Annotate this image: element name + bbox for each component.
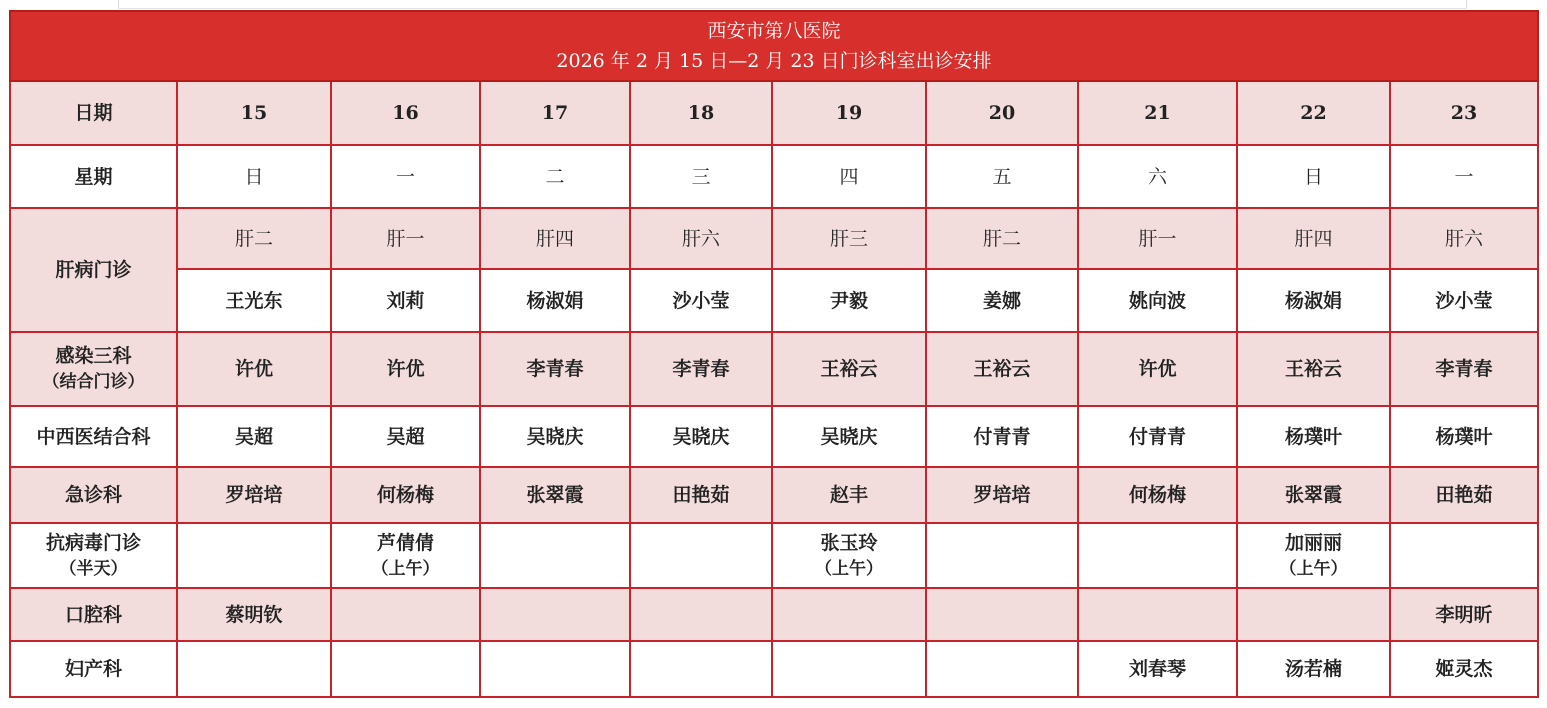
dental-cell <box>480 588 630 641</box>
antiviral-cell <box>480 523 630 588</box>
row-date <box>10 81 1538 145</box>
date-cell: 21 <box>1078 81 1237 145</box>
antiviral-cell <box>1237 523 1390 588</box>
weekday-cell: 六 <box>1078 145 1237 208</box>
row-label-emergency: 急诊科 <box>10 467 177 523</box>
date-cell: 18 <box>630 81 772 145</box>
infect3-cell: 王裕云 <box>1237 332 1390 406</box>
emergency-cell: 何杨梅 <box>1078 467 1237 523</box>
row-liver-doctors <box>10 269 1538 332</box>
tcm-cell: 吴超 <box>331 406 480 467</box>
tcm-cell: 付青青 <box>926 406 1078 467</box>
dental-cell <box>1237 588 1390 641</box>
weekday-cell: 日 <box>177 145 331 208</box>
table-title-row <box>10 11 1538 81</box>
liver-unit-cell: 肝二 <box>177 208 331 269</box>
obgyn-cell <box>480 641 630 697</box>
emergency-cell: 罗培培 <box>177 467 331 523</box>
antiviral-doctor: 加丽丽 <box>1284 531 1342 554</box>
antiviral-note: （上午） <box>371 558 440 579</box>
antiviral-cell <box>1078 523 1237 588</box>
tcm-cell: 吴晓庆 <box>480 406 630 467</box>
infect3-cell: 许优 <box>331 332 480 406</box>
row-label-tcm: 中西医结合科 <box>10 406 177 467</box>
row-label-infect3 <box>10 332 177 406</box>
date-cell: 19 <box>772 81 926 145</box>
date-cell: 16 <box>331 81 480 145</box>
liver-unit-cell: 肝六 <box>1390 208 1538 269</box>
row-emergency <box>10 467 1538 523</box>
dental-cell <box>926 588 1078 641</box>
liver-unit-cell: 肝四 <box>1237 208 1390 269</box>
row-obgyn <box>10 641 1538 697</box>
infect3-cell: 王裕云 <box>926 332 1078 406</box>
schedule-period: 2026 年 2 月 15 日—2 月 23 日门诊科室出诊安排 <box>556 50 992 72</box>
top-gridline <box>0 0 1547 9</box>
antiviral-cell <box>772 523 926 588</box>
emergency-cell: 张翠霞 <box>480 467 630 523</box>
row-label-dental: 口腔科 <box>10 588 177 641</box>
liver-unit-cell: 肝四 <box>480 208 630 269</box>
gridline-right <box>1466 0 1467 8</box>
date-cell: 22 <box>1237 81 1390 145</box>
weekday-cell: 日 <box>1237 145 1390 208</box>
dental-cell <box>1078 588 1237 641</box>
row-label-antiviral-main: 抗病毒门诊 <box>45 531 141 554</box>
infect3-cell: 许优 <box>177 332 331 406</box>
liver-doctor-cell: 王光东 <box>177 269 331 332</box>
emergency-cell: 田艳茹 <box>1390 467 1538 523</box>
liver-doctor-cell: 沙小莹 <box>630 269 772 332</box>
infect3-cell: 王裕云 <box>772 332 926 406</box>
obgyn-cell <box>630 641 772 697</box>
row-label-liver: 肝病门诊 <box>10 208 177 332</box>
date-cell: 23 <box>1390 81 1538 145</box>
row-weekday <box>10 145 1538 208</box>
row-infect3 <box>10 332 1538 406</box>
weekday-cell: 一 <box>331 145 480 208</box>
tcm-cell: 杨璞叶 <box>1390 406 1538 467</box>
row-label-obgyn: 妇产科 <box>10 641 177 697</box>
tcm-cell: 吴晓庆 <box>772 406 926 467</box>
row-label-infect3-sub: （结合门诊） <box>42 372 145 392</box>
weekday-cell: 一 <box>1390 145 1538 208</box>
antiviral-cell <box>331 523 480 588</box>
hospital-name: 西安市第八医院 <box>707 20 841 42</box>
antiviral-cell <box>1390 523 1538 588</box>
antiviral-doctor: 张玉玲 <box>820 531 878 554</box>
dental-cell: 李明昕 <box>1390 588 1538 641</box>
obgyn-cell <box>331 641 480 697</box>
liver-unit-cell: 肝二 <box>926 208 1078 269</box>
row-label-antiviral <box>10 523 177 588</box>
emergency-cell: 赵丰 <box>772 467 926 523</box>
infect3-cell: 李青春 <box>1390 332 1538 406</box>
dental-cell: 蔡明钦 <box>177 588 331 641</box>
row-antiviral <box>10 523 1538 588</box>
schedule-table <box>9 10 1539 698</box>
date-cell: 20 <box>926 81 1078 145</box>
tcm-cell: 杨璞叶 <box>1237 406 1390 467</box>
tcm-cell: 付青青 <box>1078 406 1237 467</box>
table-title <box>10 11 1538 81</box>
liver-doctor-cell: 姚向波 <box>1078 269 1237 332</box>
gridline-left <box>118 0 119 8</box>
date-cell: 17 <box>480 81 630 145</box>
liver-doctor-cell: 杨淑娟 <box>480 269 630 332</box>
tcm-cell: 吴晓庆 <box>630 406 772 467</box>
emergency-cell: 何杨梅 <box>331 467 480 523</box>
liver-doctor-cell: 沙小莹 <box>1390 269 1538 332</box>
row-label-weekday: 星期 <box>10 145 177 208</box>
weekday-cell: 五 <box>926 145 1078 208</box>
obgyn-cell: 姬灵杰 <box>1390 641 1538 697</box>
dental-cell <box>630 588 772 641</box>
row-label-date: 日期 <box>10 81 177 145</box>
weekday-cell: 三 <box>630 145 772 208</box>
antiviral-note: （上午） <box>815 558 883 579</box>
antiviral-doctor: 芦倩倩 <box>376 531 434 554</box>
row-label-infect3-main: 感染三科 <box>55 345 132 367</box>
infect3-cell: 李青春 <box>480 332 630 406</box>
obgyn-cell <box>926 641 1078 697</box>
obgyn-cell <box>772 641 926 697</box>
tcm-cell: 吴超 <box>177 406 331 467</box>
antiviral-cell <box>926 523 1078 588</box>
liver-unit-cell: 肝六 <box>630 208 772 269</box>
antiviral-cell <box>177 523 331 588</box>
row-liver-units <box>10 208 1538 269</box>
liver-unit-cell: 肝一 <box>331 208 480 269</box>
emergency-cell: 张翠霞 <box>1237 467 1390 523</box>
emergency-cell: 罗培培 <box>926 467 1078 523</box>
obgyn-cell <box>177 641 331 697</box>
row-label-antiviral-sub: （半天） <box>59 558 128 579</box>
liver-doctor-cell: 尹毅 <box>772 269 926 332</box>
emergency-cell: 田艳茹 <box>630 467 772 523</box>
antiviral-note: （上午） <box>1279 558 1348 579</box>
obgyn-cell: 刘春琴 <box>1078 641 1237 697</box>
antiviral-cell <box>630 523 772 588</box>
weekday-cell: 四 <box>772 145 926 208</box>
row-dental <box>10 588 1538 641</box>
gridline-bottom <box>118 8 1467 9</box>
weekday-cell: 二 <box>480 145 630 208</box>
liver-doctor-cell: 杨淑娟 <box>1237 269 1390 332</box>
dental-cell <box>772 588 926 641</box>
liver-doctor-cell: 姜娜 <box>926 269 1078 332</box>
row-tcm <box>10 406 1538 467</box>
liver-unit-cell: 肝一 <box>1078 208 1237 269</box>
infect3-cell: 李青春 <box>630 332 772 406</box>
obgyn-cell: 汤若楠 <box>1237 641 1390 697</box>
date-cell: 15 <box>177 81 331 145</box>
infect3-cell: 许优 <box>1078 332 1237 406</box>
liver-doctor-cell: 刘莉 <box>331 269 480 332</box>
dental-cell <box>331 588 480 641</box>
liver-unit-cell: 肝三 <box>772 208 926 269</box>
